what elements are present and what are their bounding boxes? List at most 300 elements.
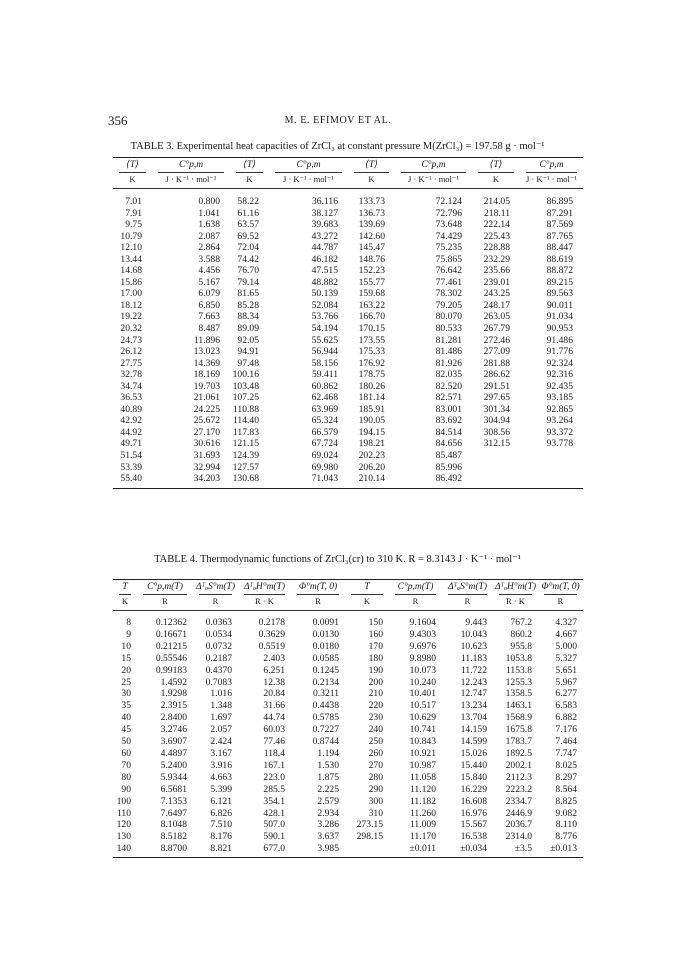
table3-cell: 173.55 — [358, 334, 385, 346]
table3-cell: 91.776 — [546, 346, 573, 358]
table4-cell: ±0.011 — [409, 843, 436, 855]
table4-cell: 285.5 — [263, 783, 285, 795]
table4-cell: 8.297 — [555, 771, 577, 783]
table4-cell: 10.843 — [409, 736, 436, 748]
table4-cell: 1783.7 — [505, 736, 532, 748]
table3-cell: 92.865 — [546, 403, 573, 415]
table3-header-unit: J · K⁻¹ · mol⁻¹ — [526, 174, 577, 184]
table3-cell: 7.91 — [125, 207, 142, 219]
table3-header-symbol: ⟨T⟩ — [243, 160, 256, 170]
table4-cell: 5.9344 — [160, 771, 187, 783]
table4-cell: 0.0091 — [312, 617, 339, 628]
table4-cell: 1.016 — [210, 688, 232, 700]
table3-cell: 83.001 — [435, 403, 462, 415]
table4-cell: 8.821 — [210, 843, 232, 855]
table4-cell: 1358.5 — [505, 688, 532, 700]
table4-cell: 10.401 — [409, 688, 436, 700]
table3-header-cell — [520, 160, 583, 185]
table4-cell: 13.704 — [460, 712, 487, 724]
table3-cell: 166.70 — [358, 311, 385, 323]
table3-cell: 286.62 — [483, 369, 510, 381]
table4-cell: 6.121 — [210, 795, 232, 807]
table3-cell: 248.17 — [483, 299, 510, 311]
table4-cell: 8.1048 — [160, 819, 187, 831]
table3-cell: 34.203 — [193, 473, 220, 485]
table4-cell: 223.0 — [263, 771, 285, 783]
table4-cell: 0.7083 — [205, 676, 232, 688]
table4-cell: 280 — [368, 771, 383, 783]
table4-cell: 298.15 — [356, 831, 383, 843]
table4-cell: 0.4370 — [205, 664, 232, 676]
table4-cell: 9.8980 — [409, 652, 436, 664]
table3-cell: 14.68 — [120, 265, 142, 277]
table3-cell: 181.14 — [358, 392, 385, 404]
table4-cell: ±3.5 — [514, 843, 532, 855]
table4-cell: 10.629 — [409, 712, 436, 724]
table4-cell: 5.000 — [555, 640, 577, 652]
table4-header-symbol: ΔᵀₒS°m(T) — [196, 582, 235, 592]
table4-cell: 2002.1 — [505, 759, 532, 771]
table3-cell — [472, 473, 520, 485]
table4-cell: 0.12362 — [155, 617, 187, 628]
table4-cell: 11.722 — [460, 664, 487, 676]
table3-header-symbol: ⟨T⟩ — [126, 160, 139, 170]
table3-cell: 82.035 — [435, 369, 462, 381]
table3-cell: 32.78 — [120, 369, 142, 381]
table4-cell: 11.058 — [409, 771, 436, 783]
table3-cell: 148.76 — [358, 253, 385, 265]
table3-cell: 94.91 — [237, 346, 259, 358]
table3-cell: 210.14 — [358, 473, 385, 485]
table4-cell: 10.073 — [409, 664, 436, 676]
table4-header-unit: R — [544, 594, 577, 607]
table3-cell: 89.563 — [546, 288, 573, 300]
table3-cell: 74.42 — [237, 253, 259, 265]
table4-cell: 70 — [121, 759, 131, 771]
table4-cell: 0.2178 — [258, 617, 285, 628]
table3-cell: 83.692 — [435, 415, 462, 427]
table3-cell: 62.468 — [311, 392, 338, 404]
table4-cell: 6.826 — [210, 807, 232, 819]
table4-cell: 14.159 — [460, 724, 487, 736]
table3-cell: 178.75 — [358, 369, 385, 381]
table4-cell: 160 — [368, 628, 383, 640]
table3-cell: 17.00 — [120, 288, 142, 300]
table4-header-unit: R — [199, 594, 232, 607]
table4-cell: 10 — [121, 640, 131, 652]
table3-cell: 48.882 — [311, 276, 338, 288]
table3-header-unit: K — [478, 172, 514, 185]
table3-cell: 180.26 — [358, 380, 385, 392]
table3-cell: 79.205 — [435, 299, 462, 311]
table4-cell: 6.277 — [555, 688, 577, 700]
table4-cell: 1255.3 — [505, 676, 532, 688]
table4-cell: 0.99183 — [155, 664, 187, 676]
table3-cell: 73.648 — [435, 219, 462, 231]
table3-cell: 190.05 — [358, 415, 385, 427]
table4-cell: 2.225 — [317, 783, 339, 795]
table3-cell: 74.429 — [435, 230, 462, 242]
table4-cell: 80 — [121, 771, 131, 783]
table4-cell: 1.9298 — [160, 688, 187, 700]
table4-cell: 31.66 — [263, 700, 285, 712]
table3-header-symbol: C°p,m — [296, 160, 321, 170]
table4-cell: 140 — [116, 843, 131, 855]
table4-cell: 11.009 — [409, 819, 436, 831]
table4-cell: 0.0585 — [312, 652, 339, 664]
table3-cell: 63.57 — [237, 219, 259, 231]
table3-cell: 4.456 — [198, 265, 220, 277]
table3-cell: 78.302 — [435, 288, 462, 300]
table3-cell: 155.77 — [358, 276, 385, 288]
table4-cell: 9.443 — [465, 617, 487, 628]
page-header — [108, 113, 568, 129]
table4-cell: 0.5785 — [312, 712, 339, 724]
table3-cell: 24.225 — [193, 403, 220, 415]
table4-cell: 8.5182 — [160, 831, 187, 843]
table3-header-cell — [472, 160, 520, 185]
table3-cell: 79.14 — [237, 276, 259, 288]
table4-cell: 0.0130 — [312, 628, 339, 640]
table4-cell: 35 — [121, 700, 131, 712]
table4-cell: 12.243 — [460, 676, 487, 688]
table4-cell: 8.025 — [555, 759, 577, 771]
table3-cell: 90.011 — [546, 299, 573, 311]
table3 — [113, 157, 583, 489]
table4-cell: 4.4897 — [160, 747, 187, 759]
table3-header-symbol: ⟨T⟩ — [489, 160, 503, 170]
table3-cell: 93.778 — [546, 438, 573, 450]
table3-cell: 281.88 — [483, 357, 510, 369]
table3-cell: 297.65 — [483, 392, 510, 404]
table4-cell: 3.286 — [317, 819, 339, 831]
table4-cell: 6.251 — [263, 664, 285, 676]
table3-cell: 19.703 — [193, 380, 220, 392]
table3-cell: 27.170 — [193, 426, 220, 438]
table4-cell: 2223.2 — [505, 783, 532, 795]
table3-cell: 56.944 — [311, 346, 338, 358]
table3-cell: 75.235 — [435, 242, 462, 254]
table3-cell: 25.672 — [193, 415, 220, 427]
table3-cell: 5.167 — [198, 276, 220, 288]
table3-cell: 11.896 — [193, 334, 220, 346]
table3-header-cell — [395, 160, 472, 185]
table3-body — [113, 189, 583, 488]
table3-cell: 26.12 — [120, 346, 142, 358]
table3-cell: 91.034 — [546, 311, 573, 323]
table4-cell: 6.882 — [555, 712, 577, 724]
table4-header-unit: R — [297, 594, 339, 607]
table4-cell: 4.663 — [210, 771, 232, 783]
table3-cell: 239.01 — [483, 276, 510, 288]
table4-cell: 170 — [368, 640, 383, 652]
table3-cell: 176.92 — [358, 357, 385, 369]
table4-header-cell — [442, 582, 493, 607]
table4-cell: 0.0363 — [205, 617, 232, 628]
table3-cell: 8.487 — [198, 323, 220, 335]
table3-cell: 175.33 — [358, 346, 385, 358]
table3-cell — [520, 450, 583, 462]
table3-cell: 58.22 — [237, 196, 259, 207]
table3-cell: 43.272 — [311, 230, 338, 242]
table4-cell: 2314.0 — [505, 831, 532, 843]
table4-cell: 15.440 — [460, 759, 487, 771]
table4-cell: 8.110 — [555, 819, 577, 831]
table3-cell: 225.43 — [483, 230, 510, 242]
table4-header-symbol: C°p,m(T) — [147, 582, 183, 592]
table3-header-symbol: C°p,m — [421, 160, 446, 170]
table3-cell: 19.22 — [120, 311, 142, 323]
table3-cell — [472, 450, 520, 462]
table4-cell: 677.0 — [263, 843, 285, 855]
table4-cell: 5.651 — [555, 664, 577, 676]
table3-cell: 65.324 — [311, 415, 338, 427]
table3-cell: 88.34 — [237, 311, 259, 323]
table4-cell: 4.327 — [555, 617, 577, 628]
table3-cell: 20.32 — [120, 323, 142, 335]
table4-cell: 8.825 — [555, 795, 577, 807]
table3-cell: 263.05 — [483, 311, 510, 323]
table3-cell: 107.25 — [232, 392, 259, 404]
table4-header-cell — [493, 582, 538, 607]
table4-cell: 10.741 — [409, 724, 436, 736]
table4-cell: 118.4 — [263, 747, 285, 759]
table4-cell: 2.934 — [317, 807, 339, 819]
table4-cell: 25 — [121, 676, 131, 688]
table4-cell: 60 — [121, 747, 131, 759]
table4-cell: 0.2134 — [312, 676, 339, 688]
table3-cell: 72.796 — [435, 207, 462, 219]
table3-cell: 136.73 — [358, 207, 385, 219]
table3-cell: 52.084 — [311, 299, 338, 311]
table4-cell: 1675.8 — [505, 724, 532, 736]
table4-cell: 10.921 — [409, 747, 436, 759]
table3-header-unit: J · K⁻¹ · mol⁻¹ — [401, 172, 466, 185]
table4-cell: 220 — [368, 700, 383, 712]
table3-cell: 93.372 — [546, 426, 573, 438]
table4-cell: 90 — [121, 783, 131, 795]
table3-cell: 72.04 — [237, 242, 259, 254]
table4-cell: 1053.8 — [505, 652, 532, 664]
table4-cell: 1892.5 — [505, 747, 532, 759]
table4-cell: 0.7227 — [312, 724, 339, 736]
table4-cell: 60.03 — [263, 724, 285, 736]
table3-cell: 81.281 — [435, 334, 462, 346]
table4-header-symbol: ΔᵀₒH°m(T) — [243, 582, 286, 592]
table4-cell: 110 — [116, 807, 131, 819]
table3-cell: 46.182 — [311, 253, 338, 265]
table4-cell: 290 — [368, 783, 383, 795]
table3-cell: 80.070 — [435, 311, 462, 323]
table4-cell: 8.776 — [555, 831, 577, 843]
table4-header-unit: R · K — [244, 594, 285, 607]
table3-cell: 84.514 — [435, 426, 462, 438]
table4-cell: 3.916 — [210, 759, 232, 771]
table4-cell: 1.4592 — [160, 676, 187, 688]
table3-cell: 12.10 — [120, 242, 142, 254]
table3-cell: 55.40 — [120, 473, 142, 485]
table3-cell — [520, 462, 583, 474]
table3-cell: 50.139 — [311, 288, 338, 300]
table3-cell: 1.638 — [198, 219, 220, 231]
table4-cell: 2.057 — [210, 724, 232, 736]
table3-cell: 235.66 — [483, 265, 510, 277]
table3-cell: 272.46 — [483, 334, 510, 346]
table3-cell: 6.079 — [198, 288, 220, 300]
table3-cell: 38.127 — [311, 207, 338, 219]
table4-cell: 9.1604 — [409, 617, 436, 628]
table3-cell: 76.70 — [237, 265, 259, 277]
table3-cell: 87.291 — [546, 207, 573, 219]
table3-cell: 312.15 — [483, 438, 510, 450]
table4-header-row — [113, 580, 583, 610]
table3-cell: 100.16 — [232, 369, 259, 381]
table4-header-symbol: T — [364, 582, 370, 592]
table4-header-symbol: T — [122, 582, 128, 592]
table3-cell: 142.60 — [358, 230, 385, 242]
table3-header-row — [113, 158, 583, 188]
table3-cell: 55.625 — [311, 334, 338, 346]
table4-cell: 9.6976 — [409, 640, 436, 652]
table3-cell: 31.693 — [193, 450, 220, 462]
table3-cell: 75.865 — [435, 253, 462, 265]
table3-cell: 110.88 — [232, 403, 259, 415]
table3-cell: 36.53 — [120, 392, 142, 404]
table3-cell: 92.324 — [546, 357, 573, 369]
table4-header-cell — [345, 582, 389, 607]
table4-header-cell — [538, 582, 583, 607]
table3-cell: 27.75 — [120, 357, 142, 369]
table3-header-unit: J · K⁻¹ · mol⁻¹ — [158, 172, 224, 185]
table4-cell: 12.747 — [460, 688, 487, 700]
table3-cell: 14.369 — [193, 357, 220, 369]
table4-cell: 8.8700 — [160, 843, 187, 855]
table4-cell: 0.0534 — [205, 628, 232, 640]
table4-cell: 6.5681 — [160, 783, 187, 795]
table4-cell: 2.3915 — [160, 700, 187, 712]
table4-cell: 590.1 — [263, 831, 285, 843]
table4-cell: 6.583 — [555, 700, 577, 712]
table4-cell: 1.875 — [317, 771, 339, 783]
table3-cell: 9.75 — [125, 219, 142, 231]
table3-cell: 86.895 — [546, 196, 573, 207]
table4-cell: 0.0732 — [205, 640, 232, 652]
table4-header-cell — [238, 582, 291, 607]
table3-cell: 30.616 — [193, 438, 220, 450]
table3-cell: 163.22 — [358, 299, 385, 311]
table3-cell: 53.766 — [311, 311, 338, 323]
table4-cell: 2.8400 — [160, 712, 187, 724]
table3-cell: 88.619 — [546, 253, 573, 265]
table4-cell: 16.976 — [460, 807, 487, 819]
table3-cell: 291.51 — [483, 380, 510, 392]
table3-cell: 90.953 — [546, 323, 573, 335]
table3-cell: 60.862 — [311, 380, 338, 392]
table3-cell: 82.520 — [435, 380, 462, 392]
table4-cell: 2.579 — [317, 795, 339, 807]
table4-header-cell — [137, 582, 193, 607]
table3-cell: 85.996 — [435, 461, 462, 473]
table4-cell: 5.967 — [555, 676, 577, 688]
table3-cell: 24.73 — [120, 334, 142, 346]
table4-cell: 7.510 — [210, 819, 232, 831]
table4-cell: 250 — [368, 736, 383, 748]
table4-cell: 767.2 — [510, 617, 532, 628]
table4-cell: 210 — [368, 688, 383, 700]
table4-header-unit: R · K — [499, 594, 532, 607]
table4-cell: 20.84 — [263, 688, 285, 700]
table3-cell — [472, 462, 520, 474]
table4-header-unit: R — [448, 594, 487, 607]
table4-cell: 9 — [126, 628, 131, 640]
table3-cell: 218.11 — [483, 207, 510, 219]
table4-cell: 2112.3 — [505, 771, 532, 783]
table4-cell: 11.260 — [409, 807, 436, 819]
table4-header-unit: R — [143, 594, 187, 607]
table3-cell: 0.800 — [198, 196, 220, 207]
table3-cell: 185.91 — [358, 403, 385, 415]
table4-header-symbol: Φ°m(T, 0) — [298, 582, 338, 592]
table3-cell: 87.765 — [546, 230, 573, 242]
table4-cell: 1463.1 — [505, 700, 532, 712]
table3-header-symbol: ⟨T⟩ — [365, 160, 378, 170]
table4-cell: 0.3211 — [312, 688, 339, 700]
table3-cell: 84.656 — [435, 438, 462, 450]
table4-header-symbol: C°p,m(T) — [397, 582, 434, 592]
table4-cell: 10.517 — [409, 700, 436, 712]
table4-cell: 77.46 — [263, 736, 285, 748]
table4-header-unit: K — [119, 594, 131, 607]
table3-header-unit: K — [354, 172, 389, 185]
table4-cell: 240 — [368, 724, 383, 736]
table3-cell: 97.48 — [237, 357, 259, 369]
table4-cell: 9.082 — [555, 807, 577, 819]
table3-cell: 130.68 — [232, 473, 259, 485]
table3-cell: 82.571 — [435, 392, 462, 404]
table4-cell: 10.623 — [460, 640, 487, 652]
table4-cell: 200 — [368, 676, 383, 688]
table4-cell: 8 — [126, 617, 131, 628]
table4-cell: 9.4303 — [409, 628, 436, 640]
table3-cell: 232.29 — [483, 253, 510, 265]
table3-cell: 89.215 — [546, 276, 573, 288]
table3-cell: 77.461 — [435, 276, 462, 288]
table4-cell: 1153.8 — [505, 664, 532, 676]
table3-cell: 80.533 — [435, 323, 462, 335]
table4-cell: 0.0180 — [312, 640, 339, 652]
table4-cell: 15.567 — [460, 819, 487, 831]
table4-cell: 260 — [368, 747, 383, 759]
table4-cell: 428.1 — [263, 807, 285, 819]
table4-cell: 11.183 — [460, 652, 487, 664]
table3-header-cell — [348, 160, 395, 185]
table3-cell: 267.79 — [483, 323, 510, 335]
table4-cell: 8.176 — [210, 831, 232, 843]
table3-cell: 133.73 — [358, 196, 385, 207]
table4-header-cell — [389, 582, 442, 607]
table3-cell: 69.52 — [237, 230, 259, 242]
table3-cell: 243.25 — [483, 288, 510, 300]
table3-cell: 228.88 — [483, 242, 510, 254]
table3-cell: 81.65 — [237, 288, 259, 300]
table3-cell: 93.264 — [546, 415, 573, 427]
table3-cell: 15.86 — [120, 276, 142, 288]
table3-cell: 89.09 — [237, 323, 259, 335]
table4-cell: 120 — [116, 819, 131, 831]
table4-cell: 30 — [121, 688, 131, 700]
table4-cell: 3.2746 — [160, 724, 187, 736]
table4-cell: 11.170 — [409, 831, 436, 843]
